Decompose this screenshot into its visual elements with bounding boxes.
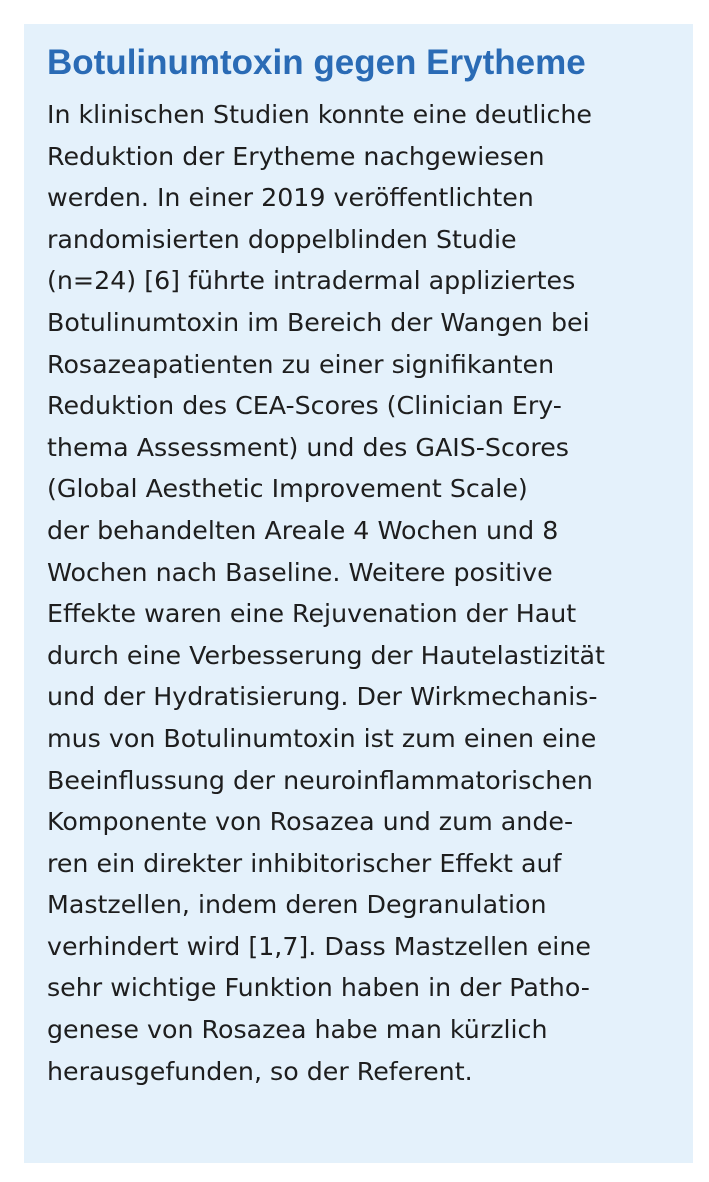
body-line: randomisierten doppelblinden Studie (47, 224, 517, 254)
body-line: herausgefunden, so der Referent. (47, 1056, 473, 1086)
body-line: sehr wichtige Funktion haben in der Patho- (47, 973, 590, 1003)
body-line: (Global Aesthetic Improvement Scale) (47, 474, 528, 504)
body-line: Rosazeapatienten zu einer signifikanten (47, 349, 555, 379)
info-box-body (47, 94, 673, 1092)
body-line: Botulinumtoxin im Bereich der Wangen bei (47, 307, 590, 337)
info-box (24, 24, 693, 1163)
body-line: Reduktion des CEA-Scores (Clinician Ery- (47, 391, 562, 421)
body-line: Reduktion der Erytheme nachgewiesen (47, 141, 545, 171)
body-line: Wochen nach Baseline. Weitere positive (47, 557, 553, 587)
body-line: Mastzellen, indem deren Degranulation (47, 890, 547, 920)
body-line: (n=24) [6] führte intradermal appliziertes (47, 266, 576, 296)
body-line: thema Assessment) und des GAIS-Scores (47, 432, 569, 462)
body-line: Beeinflussung der neuroinflammatorischen (47, 765, 593, 795)
info-box-title: Botulinumtoxin gegen Erytheme (47, 43, 586, 82)
body-line: durch eine Verbesserung der Hautelastizität (47, 640, 605, 670)
body-line: mus von Botulinumtoxin ist zum einen eine (47, 723, 597, 753)
body-line: und der Hydratisierung. Der Wirkmechanis- (47, 682, 598, 712)
body-line: Effekte waren eine Rejuvenation der Haut (47, 599, 577, 629)
body-line: verhindert wird [1,7]. Dass Mastzellen eine (47, 931, 591, 961)
body-line: der behandelten Areale 4 Wochen und 8 (47, 515, 559, 545)
body-line: werden. In einer 2019 veröffentlichten (47, 183, 534, 213)
body-line: ren ein direkter inhibitorischer Effekt auf (47, 848, 562, 878)
body-line: In klinischen Studien konnte eine deutliche (47, 100, 592, 129)
body-line: Komponente von Rosazea und zum ande- (47, 807, 574, 837)
body-line: genese von Rosazea habe man kürzlich (47, 1015, 548, 1045)
